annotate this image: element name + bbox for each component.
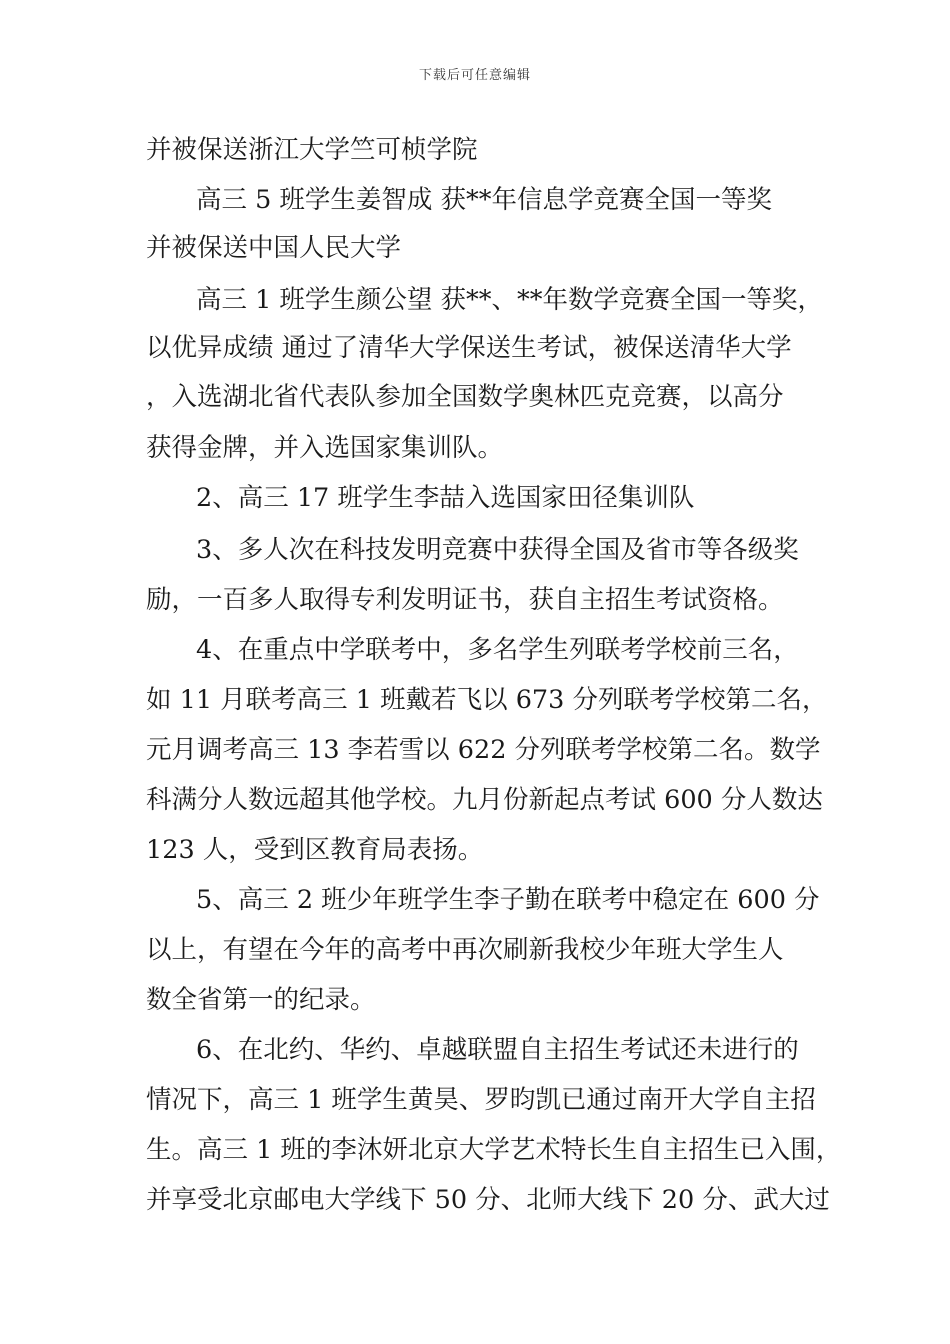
text-line: 获得金牌，并入选国家集训队。: [146, 433, 504, 463]
text-line: 并被保送浙江大学竺可桢学院: [146, 135, 478, 165]
text-line: 高三 5 班学生姜智成 获**年信息学竞赛全国一等奖: [196, 185, 773, 215]
text-line: 元月调考高三 13 李若雪以 622 分列联考学校第二名。数学: [146, 735, 821, 765]
text-line: 科满分人数远超其他学校。九月份新起点考试 600 分人数达: [146, 785, 823, 815]
text-line: 情况下，高三 1 班学生黄昊、罗昀凯已通过南开大学自主招: [146, 1085, 816, 1115]
text-line: 2、高三 17 班学生李喆入选国家田径集训队: [196, 483, 695, 513]
text-line: 123 人，受到区教育局表扬。: [146, 835, 484, 865]
text-line: ，入选湖北省代表队参加全国数学奥林匹克竞赛，以高分: [146, 382, 784, 412]
text-line: 生。高三 1 班的李沐妍北京大学艺术特长生自主招生已入围，: [146, 1135, 842, 1165]
page-header: 下载后可任意编辑: [418, 68, 531, 83]
text-line: 以优异成绩 通过了清华大学保送生考试，被保送清华大学: [146, 333, 792, 363]
text-line: 4、在重点中学联考中，多名学生列联考学校前三名，: [196, 635, 799, 665]
text-line: 并被保送中国人民大学: [146, 233, 402, 263]
text-line: 6、在北约、华约、卓越联盟自主招生考试还未进行的: [196, 1035, 799, 1065]
text-line: 高三 1 班学生颜公望 获**、**年数学竞赛全国一等奖，: [196, 285, 824, 315]
text-line: 如 11 月联考高三 1 班戴若飞以 673 分列联考学校第二名，: [146, 685, 828, 715]
text-line: 励，一百多人取得专利发明证书，获自主招生考试资格。: [146, 585, 784, 615]
text-line: 以上，有望在今年的高考中再次刷新我校少年班大学生人: [146, 935, 784, 965]
text-line: 3、多人次在科技发明竞赛中获得全国及省市等各级奖: [196, 535, 799, 565]
text-line: 并享受北京邮电大学线下 50 分、北师大线下 20 分、武大过: [146, 1185, 830, 1215]
text-line: 数全省第一的纪录。: [146, 985, 376, 1015]
text-line: 5、高三 2 班少年班学生李子勤在联考中稳定在 600 分: [196, 885, 820, 915]
